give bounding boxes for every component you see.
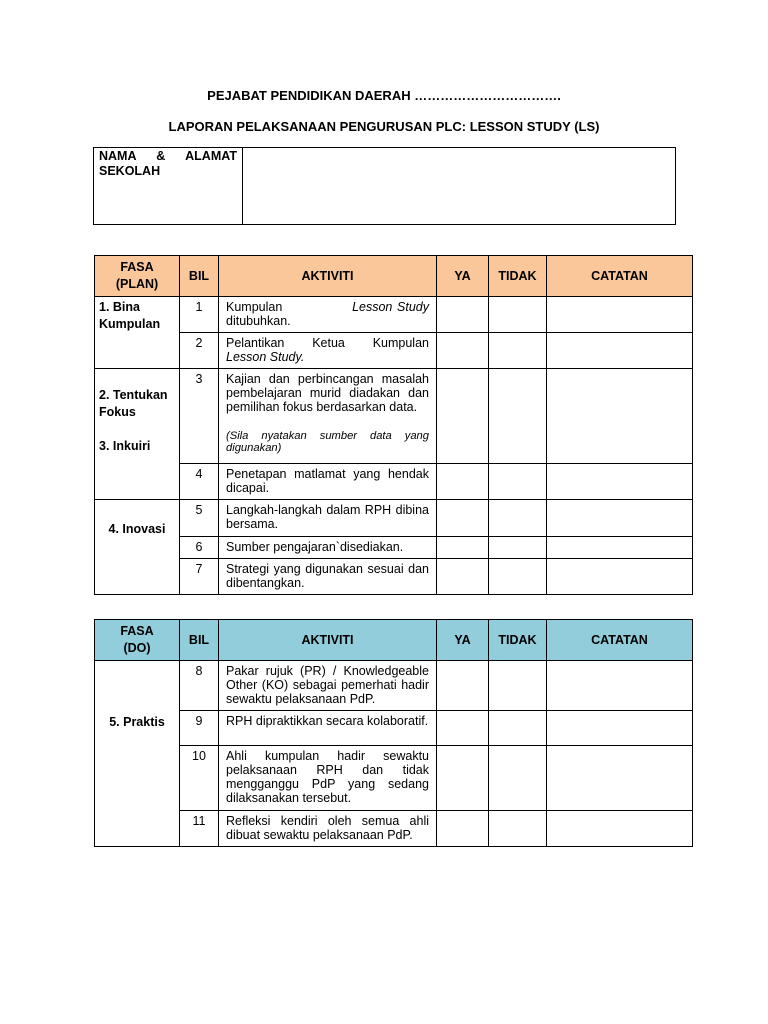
tidak-header: TIDAK — [489, 256, 547, 297]
activity-cell: Kajian dan perbincangan masalah pembelajaran murid diadakan dan pemilihan fokus berdasarkan data. (Sila nyatakan sumber data yang digunakan) — [219, 369, 437, 464]
ya-header: YA — [437, 620, 489, 661]
activity-cell: Pelantikan Ketua Kumpulan Lesson Study. — [219, 333, 437, 369]
school-info-table — [93, 147, 676, 225]
ya-header: YA — [437, 256, 489, 297]
activity-note: (Sila nyatakan sumber data yang digunakan) — [226, 430, 429, 454]
ya-checkbox-cell[interactable] — [437, 333, 489, 369]
catatan-cell[interactable] — [547, 500, 693, 537]
tidak-checkbox-cell[interactable] — [489, 559, 547, 595]
school-value-field[interactable] — [243, 148, 676, 225]
catatan-cell[interactable] — [547, 811, 693, 847]
activity-cell: Strategi yang digunakan sesuai dan dibentangkan. — [219, 559, 437, 595]
activity-cell: Refleksi kendiri oleh semua ahli dibuat sewaktu pelaksanaan PdP. — [219, 811, 437, 847]
ya-checkbox-cell[interactable] — [437, 464, 489, 500]
catatan-cell[interactable] — [547, 537, 693, 559]
catatan-cell[interactable] — [547, 559, 693, 595]
bil-cell: 6 — [180, 537, 219, 559]
catatan-cell[interactable] — [547, 297, 693, 333]
school-label: NAMA & ALAMAT SEKOLAH — [94, 148, 243, 225]
catatan-cell[interactable] — [547, 661, 693, 711]
activity-cell: Penetapan matlamat yang hendak dicapai. — [219, 464, 437, 500]
tidak-checkbox-cell[interactable] — [489, 333, 547, 369]
ya-checkbox-cell[interactable] — [437, 537, 489, 559]
catatan-header: CATATAN — [547, 256, 693, 297]
aktiviti-header: AKTIVITI — [219, 620, 437, 661]
ya-checkbox-cell[interactable] — [437, 661, 489, 711]
office-title: PEJABAT PENDIDIKAN DAERAH ……………………………. — [207, 88, 561, 103]
ya-checkbox-cell[interactable] — [437, 711, 489, 746]
tidak-checkbox-cell[interactable] — [489, 811, 547, 847]
ya-checkbox-cell[interactable] — [437, 500, 489, 537]
fasa-header: FASA (PLAN) — [95, 256, 180, 297]
fasa-inkuiri: 3. Inkuiri — [99, 439, 151, 453]
fasa-tentukan-fokus: 2. Tentukan Fokus — [99, 388, 168, 419]
catatan-cell[interactable] — [547, 369, 693, 464]
activity-cell: Kumpulan Lesson Study ditubuhkan. — [219, 297, 437, 333]
bil-cell: 8 — [180, 661, 219, 711]
activity-cell: RPH dipraktikkan secara kolaboratif. — [219, 711, 437, 746]
tidak-checkbox-cell[interactable] — [489, 537, 547, 559]
bil-cell: 9 — [180, 711, 219, 746]
ya-checkbox-cell[interactable] — [437, 297, 489, 333]
plan-phase-table — [94, 255, 693, 595]
do-phase-table — [94, 619, 693, 847]
tidak-checkbox-cell[interactable] — [489, 369, 547, 464]
ya-checkbox-cell[interactable] — [437, 811, 489, 847]
tidak-checkbox-cell[interactable] — [489, 746, 547, 811]
ya-checkbox-cell[interactable] — [437, 559, 489, 595]
bil-cell: 11 — [180, 811, 219, 847]
bil-cell: 5 — [180, 500, 219, 537]
fasa-bina-kumpulan: 1. Bina Kumpulan — [95, 297, 180, 369]
bil-cell: 2 — [180, 333, 219, 369]
bil-cell: 4 — [180, 464, 219, 500]
fasa-praktis: 5. Praktis — [95, 661, 180, 847]
activity-cell: Pakar rujuk (PR) / Knowledgeable Other (KO) sebagai pemerhati hadir sewaktu pelaksanaan PdP. — [219, 661, 437, 711]
fasa-header: FASA (DO) — [95, 620, 180, 661]
activity-cell: Sumber pengajaran`disediakan. — [219, 537, 437, 559]
bil-cell: 3 — [180, 369, 219, 464]
tidak-checkbox-cell[interactable] — [489, 661, 547, 711]
catatan-cell[interactable] — [547, 464, 693, 500]
tidak-header: TIDAK — [489, 620, 547, 661]
fasa-tentukan-inkuiri — [95, 369, 180, 500]
catatan-cell[interactable] — [547, 711, 693, 746]
activity-cell: Langkah-langkah dalam RPH dibina bersama. — [219, 500, 437, 537]
catatan-cell[interactable] — [547, 746, 693, 811]
ya-checkbox-cell[interactable] — [437, 369, 489, 464]
tidak-checkbox-cell[interactable] — [489, 464, 547, 500]
bil-header: BIL — [180, 256, 219, 297]
aktiviti-header: AKTIVITI — [219, 256, 437, 297]
fasa-inovasi: 4. Inovasi — [95, 500, 180, 595]
bil-header: BIL — [180, 620, 219, 661]
tidak-checkbox-cell[interactable] — [489, 500, 547, 537]
activity-cell: Ahli kumpulan hadir sewaktu pelaksanaan RPH dan tidak mengganggu PdP yang sedang dilaksanakan tersebut. — [219, 746, 437, 811]
tidak-checkbox-cell[interactable] — [489, 711, 547, 746]
catatan-cell[interactable] — [547, 333, 693, 369]
tidak-checkbox-cell[interactable] — [489, 297, 547, 333]
bil-cell: 1 — [180, 297, 219, 333]
bil-cell: 10 — [180, 746, 219, 811]
report-title: LAPORAN PELAKSANAAN PENGURUSAN PLC: LESSON STUDY (LS) — [168, 119, 600, 134]
catatan-header: CATATAN — [547, 620, 693, 661]
bil-cell: 7 — [180, 559, 219, 595]
ya-checkbox-cell[interactable] — [437, 746, 489, 811]
